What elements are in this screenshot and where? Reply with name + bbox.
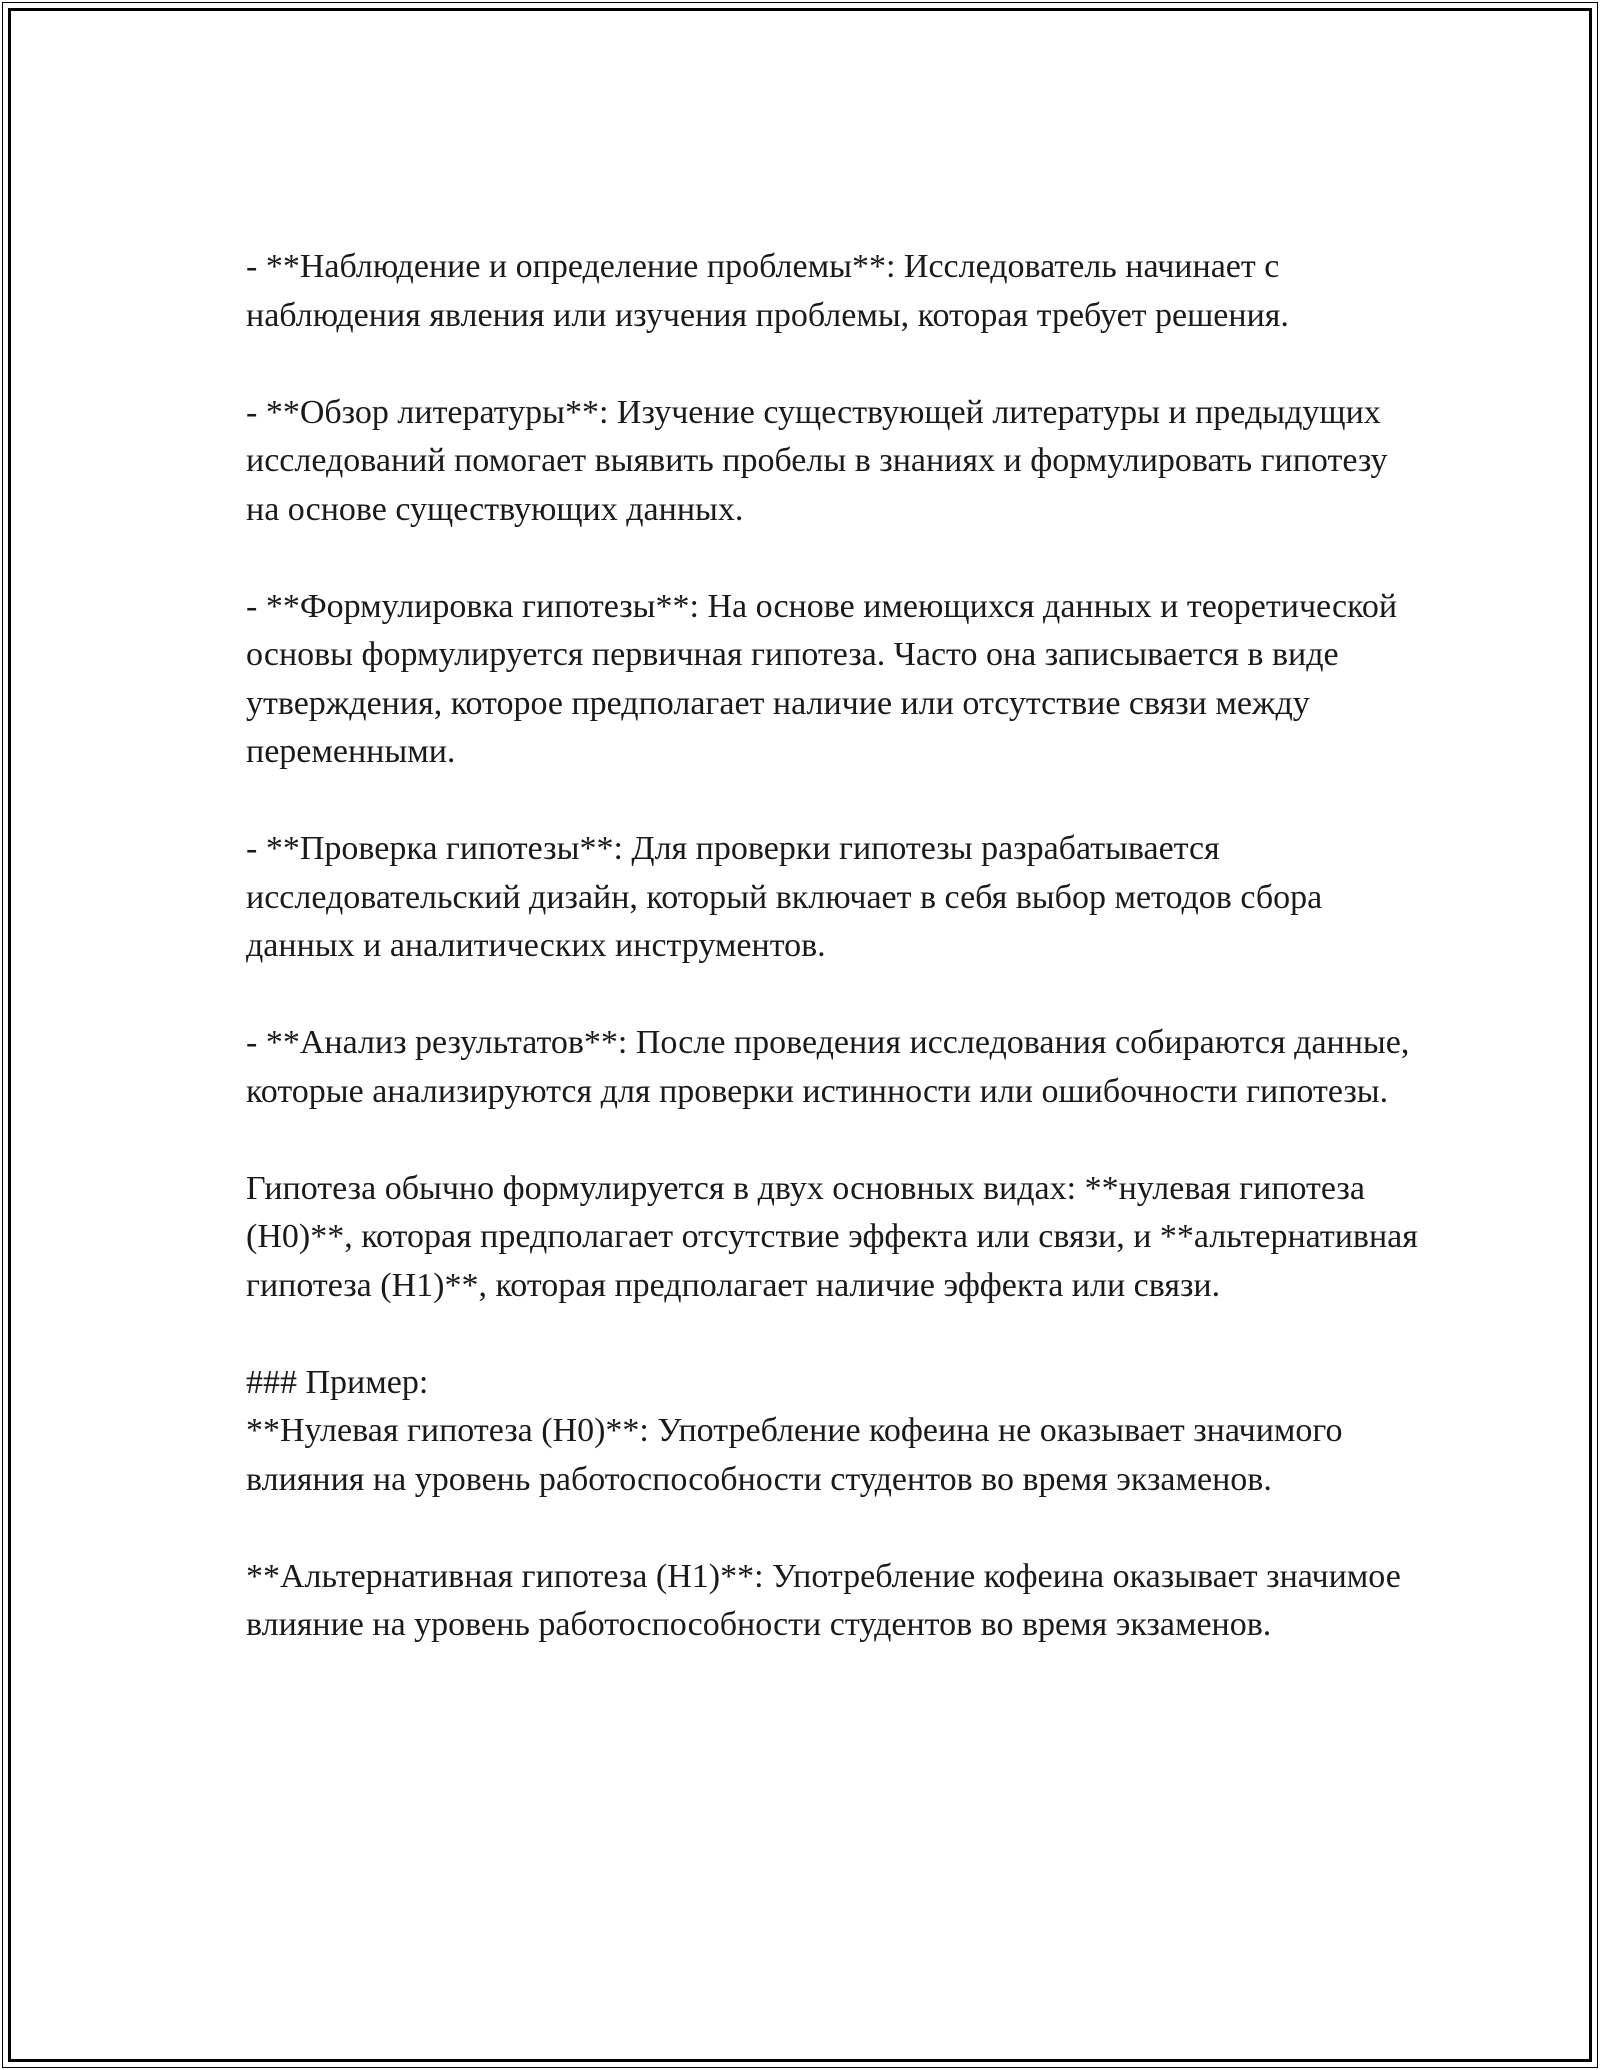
example-heading: ### Пример: — [246, 1363, 429, 1401]
hypothesis-types-paragraph: Гипотеза обычно формулируется в двух основных видах: **нулевая гипотеза (H0)**, которая предполагает отсутствие эффекта или связи, и **альтернативная гипотеза (H1)**, которая предполагает наличие эффекта или связи. — [246, 1169, 1418, 1304]
alternative-hypothesis-paragraph: **Альтернативная гипотеза (H1)**: Употребление кофеина оказывает значимое влияние на уровень работоспособности студентов во время экзаменов. — [246, 1557, 1401, 1643]
bullet-results-analysis: - **Анализ результатов**: После проведения исследования собираются данные, которые анализируются для проверки истинности или ошибочности гипотезы. — [246, 1024, 1410, 1110]
bullet-literature-review: - **Обзор литературы**: Изучение существующей литературы и предыдущих исследований помогает выявить пробелы в знаниях и формулировать гипотезу на основе существующих данных. — [246, 393, 1388, 528]
bullet-hypothesis-testing: - **Проверка гипотезы**: Для проверки гипотезы разрабатывается исследовательский дизайн, который включает в себя выбор методов сбора данных и аналитических инструментов. — [246, 830, 1323, 964]
null-hypothesis-paragraph: **Нулевая гипотеза (H0)**: Употребление кофеина не оказывает значимого влияния на уровень работоспособности студентов во время экзаменов. — [246, 1412, 1343, 1498]
document-body — [246, 243, 1426, 1650]
page-frame — [8, 8, 1592, 2062]
bullet-hypothesis-formulation: - **Формулировка гипотезы**: На основе имеющихся данных и теоретической основы формулируется первичная гипотеза. Часто она записывается в виде утверждения, которое предполагает наличие или отсутствие связи между переменными. — [246, 587, 1398, 770]
bullet-observation: - **Наблюдение и определение проблемы**: Исследователь начинает с наблюдения явления или изучения проблемы, которая требует решения. — [246, 248, 1289, 334]
